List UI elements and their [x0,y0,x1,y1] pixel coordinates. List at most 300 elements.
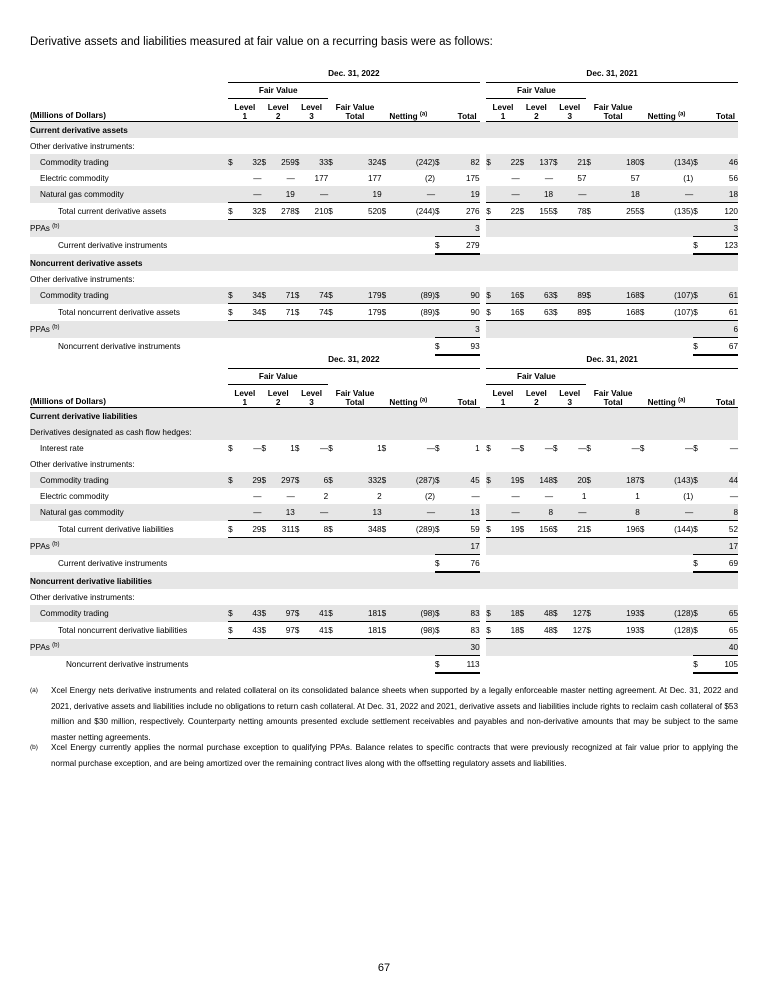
cash-flow-hedges [30,424,738,440]
level-number: 3 [567,112,573,121]
cell-value: — [320,443,329,453]
dollar-sign: $ [435,203,446,220]
dollar-sign: $ [435,237,446,255]
dollar-sign: $ [261,443,267,453]
cell-value: (1) [683,491,694,501]
dollar-sign: $ [295,622,306,639]
cell-value: 193 [598,605,640,622]
cell-value: 41 [306,605,328,622]
dollar-sign: $ [261,203,272,220]
dollar-sign: $ [486,443,491,453]
ppas-total-2021: 17 [704,538,738,555]
dollar-sign: $ [328,605,339,622]
row-label: Natural gas commodity [30,186,228,203]
fv-total-line2: Total [345,112,365,121]
netting-label: Netting [389,112,418,121]
ppas-text: PPAs [30,324,50,334]
cell-value: 16 [497,287,519,304]
cell-value: 175 [465,173,480,183]
dollar-sign: $ [553,203,564,220]
dollar-sign [261,504,272,521]
dollar-sign [382,170,393,186]
dollar-sign: $ [520,622,531,639]
row-label: Total noncurrent derivative liabilities [58,625,188,635]
cell-value: 181 [339,605,381,622]
dollar-sign: $ [382,287,393,304]
dollar-sign: $ [435,154,446,170]
dollar-sign: $ [228,521,239,538]
level-3-header [553,99,586,122]
dollar-sign: $ [693,622,704,639]
dollar-sign: $ [693,287,704,304]
other-instruments [30,456,738,472]
netting-note: (a) [678,111,686,118]
cell-value: — [286,491,295,501]
dollar-sign: $ [382,304,393,321]
cell-value: 1 [475,443,480,453]
netting-header [382,99,435,122]
cell-value: 179 [339,287,381,304]
dollar-sign: $ [640,154,651,170]
ppas-note: (b) [52,641,60,648]
cell-value: 19 [273,186,295,203]
date-2022-header: Dec. 31, 2022 [228,66,480,82]
dollar-sign [295,170,306,186]
cell-value: 210 [306,203,328,220]
cell-value: 29 [239,521,261,538]
instruments-total-row [30,555,738,573]
level-number: 2 [534,398,539,407]
dollar-sign: $ [640,472,651,488]
cell-value: 180 [598,154,640,170]
instruments-label: Noncurrent derivative instruments [58,341,181,351]
level-number: 1 [242,112,248,121]
dollar-sign: $ [693,237,704,255]
dollar-sign: $ [261,622,272,639]
current-liabilities-title [30,408,738,425]
dollar-sign: $ [486,605,497,622]
dollar-sign [295,186,306,203]
netting-note: (a) [419,111,428,118]
level-1-header [486,385,519,408]
row-label: Total noncurrent derivative assets [58,307,180,317]
units-label: (Millions of Dollars) [30,385,228,408]
total-header: Total [693,99,738,122]
cell-value: 137 [531,154,553,170]
other-instruments [30,271,738,287]
level-number: 1 [500,112,506,121]
cell-value: 168 [598,304,640,321]
fv-total-line1: Fair Value [335,103,375,112]
dollar-sign: $ [382,622,393,639]
level-number: 3 [567,398,573,407]
cell-value: 332 [339,472,381,488]
dollar-sign: $ [435,472,446,488]
cell-value: — [544,491,554,501]
dollar-sign: $ [328,154,339,170]
cell-value: 83 [446,622,479,639]
instruments-total-row [30,237,738,255]
dollar-sign: $ [228,605,239,622]
ppas-note: (b) [52,323,60,330]
dollar-sign [486,186,497,203]
netting-label: Netting [389,398,418,407]
level-word: Level [301,103,322,112]
dollar-sign [486,170,497,186]
cell-value: (89) [393,287,435,304]
fair-value-header: Fair Value [486,368,586,385]
ppas-total-2022: 3 [446,321,479,338]
units-label: (Millions of Dollars) [30,99,228,122]
cell-value: (289) [393,521,435,538]
dollar-sign [328,504,339,521]
cell-value: — [426,443,436,453]
cell-value: — [729,443,738,453]
dollar-sign: $ [328,622,339,639]
instruments-total-2021: 123 [704,237,738,255]
header-date-row [30,66,738,82]
cell-value: 21 [564,154,586,170]
cell-value: 97 [273,622,295,639]
dollar-sign: $ [553,304,564,321]
ppas-label [30,220,228,237]
instruments-label: Noncurrent derivative instruments [66,659,189,669]
cell-value: (107) [651,287,693,304]
dollar-sign: $ [328,472,339,488]
cell-value: — [306,186,328,203]
cell-value: 65 [704,622,738,639]
cell-value: (2) [425,173,436,183]
ppas-total-2021: 6 [704,321,738,338]
cell-value: 278 [273,203,295,220]
dollar-sign: $ [553,605,564,622]
dollar-sign: $ [435,521,446,538]
cell-value: 127 [564,605,586,622]
ppas-total-2022: 3 [446,220,479,237]
dollar-sign: $ [520,472,531,488]
cell-value: 21 [564,521,586,538]
cell-value: (128) [651,622,693,639]
cell-value: 8 [531,504,553,521]
ppas-note: (b) [52,222,60,229]
total-header: Total [435,385,480,408]
cell-value: — [729,491,738,501]
cell-value: 148 [531,472,553,488]
dollar-sign [640,488,651,504]
row-label: Total current derivative liabilities [58,524,174,534]
dollar-sign [586,488,597,504]
dollar-sign: $ [328,521,339,538]
cell-value: 43 [239,622,261,639]
dollar-sign [640,504,651,521]
level-number: 1 [242,398,248,407]
ppas-note: (b) [52,540,60,547]
cell-value: (135) [651,203,693,220]
fair-value-header: Fair Value [228,82,328,99]
dollar-sign: $ [261,472,272,488]
table-row [30,186,738,203]
dollar-sign: $ [586,443,591,453]
dollar-sign: $ [295,203,306,220]
cell-value: (143) [651,472,693,488]
dollar-sign: $ [295,154,306,170]
cell-value: 32 [239,154,261,170]
cell-value: 57 [630,173,640,183]
cell-value: 61 [704,304,738,321]
dollar-sign [295,504,306,521]
cell-value: 177 [314,173,329,183]
dollar-sign: $ [693,203,704,220]
ppas-total-2021: 3 [704,220,738,237]
level-number: 3 [309,112,314,121]
ppas-label [30,321,228,338]
dollar-sign: $ [328,203,339,220]
dollar-sign [261,488,272,504]
dollar-sign [586,186,597,203]
level-1-header [228,385,261,408]
table-row [30,203,738,220]
row-label: Electric commodity [40,173,109,183]
cell-value: — [511,443,520,453]
cell-value: 8 [598,504,640,521]
row-label: Commodity trading [30,154,228,170]
ppas-text: PPAs [30,642,50,652]
dollar-sign: $ [261,605,272,622]
cell-value: 46 [704,154,738,170]
cell-value: 22 [497,154,519,170]
cell-value: (134) [651,154,693,170]
cell-value: 34 [239,287,261,304]
dollar-sign [693,186,704,203]
dollar-sign: $ [328,304,339,321]
cell-value: — [253,173,262,183]
dollar-sign [382,488,393,504]
cell-value: — [286,173,295,183]
cell-value: — [631,443,640,453]
cell-value: 61 [704,287,738,304]
fv-total-line2: Total [603,398,623,407]
dollar-sign: $ [261,521,272,538]
fair-value-total-header [586,99,639,122]
dollar-sign: $ [640,521,651,538]
dollar-sign: $ [553,287,564,304]
footnote-a [30,683,738,745]
cell-value: 33 [306,154,328,170]
cell-value: 6 [306,472,328,488]
cell-value: 19 [497,521,519,538]
netting-header [382,385,435,408]
dollar-sign: $ [435,656,446,674]
cell-value: (244) [393,203,435,220]
cell-value: 32 [239,203,261,220]
cell-value: 168 [598,287,640,304]
level-word: Level [559,389,581,398]
current-assets-title-label: Current derivative assets [30,122,738,139]
cell-value: 74 [306,287,328,304]
other-instruments [30,138,738,154]
dollar-sign [486,488,497,504]
level-word: Level [525,389,547,398]
dollar-sign: $ [693,338,704,356]
level-3-header [295,99,328,122]
cell-value: 65 [704,605,738,622]
other-instruments-label: Other derivative instruments: [30,592,135,602]
header-date-row [30,352,738,368]
dollar-sign: $ [693,443,698,453]
table-row [30,504,738,521]
cell-value: 181 [339,622,381,639]
dollar-sign: $ [435,443,440,453]
dollar-sign: $ [693,472,704,488]
cell-value: — [564,504,586,521]
level-number: 3 [309,398,314,407]
cell-value: 74 [306,304,328,321]
dollar-sign [435,170,446,186]
footnote-b-mark: (b) [30,744,38,751]
cell-value: 41 [306,622,328,639]
dollar-sign: $ [553,472,564,488]
instruments-label: Current derivative instruments [58,240,168,250]
level-word: Level [525,103,547,112]
dollar-sign [553,488,564,504]
cell-value: 29 [239,472,261,488]
dollar-sign: $ [486,304,497,321]
dollar-sign [693,488,704,504]
footnote-b-text: Xcel Energy currently applies the normal purchase exception to qualifying PPAs. Balance relates to specific contracts that were previously recognized at fair value prior to applying the normal purchase exception, and are being amortized over the remaining contract lives along with the offsetting regulatory assets and liabilities. [51,743,738,768]
dollar-sign [382,186,393,203]
cell-value: 83 [446,605,479,622]
cell-value: 57 [577,173,587,183]
ppas-total-2022: 17 [446,538,479,555]
level-1-header [228,99,261,122]
cell-value: 89 [564,304,586,321]
dollar-sign: $ [382,521,393,538]
fv-total-line2: Total [603,112,623,121]
current-assets-title [30,122,738,139]
dollar-sign: $ [228,472,239,488]
dollar-sign: $ [435,304,446,321]
dollar-sign [228,504,239,521]
instruments-total-2022: 76 [446,555,479,573]
cell-value: — [511,173,520,183]
dollar-sign [435,504,446,521]
footnote-a-mark: (a) [30,687,38,694]
dollar-sign: $ [486,521,497,538]
footnote-b [30,740,738,771]
cell-value: 82 [446,154,479,170]
instruments-label: Current derivative instruments [58,558,168,568]
dollar-sign: $ [693,154,704,170]
header-fair-value-row [30,82,738,99]
dollar-sign [295,488,306,504]
cell-value: 18 [497,622,519,639]
cell-value: 45 [446,472,479,488]
dollar-sign: $ [261,304,272,321]
cell-value: 2 [323,491,329,501]
fair-value-header: Fair Value [228,368,328,385]
level-word: Level [559,103,581,112]
dollar-sign: $ [639,443,645,453]
dollar-sign: $ [520,203,531,220]
cell-value: 71 [273,304,295,321]
cell-value: 19 [339,186,381,203]
dollar-sign [586,170,597,186]
footnote-a-text: Xcel Energy nets derivative instruments and related collateral on its consolidated balance sheets when supported by a legally enforceable master netting agreement. At Dec. 31, 2022 and 2021, derivative assets and liabilities include no obligations to return cash collateral. At Dec. 31, 2022 and 2021, derivative assets and liabilities include rights to reclaim cash collateral of $53 million and $30 million, respectively. Counterparty netting amounts presented exclude settlement receivables and payables and non-derivative amounts that may be subject to the same master netting agreements. [51,686,738,742]
total-header: Total [435,99,480,122]
table-row [30,488,738,504]
dollar-sign: $ [553,443,558,453]
row-label: Electric commodity [40,491,109,501]
dollar-sign: $ [382,605,393,622]
cell-value: (144) [651,521,693,538]
level-word: Level [234,103,256,112]
other-instruments-label: Other derivative instruments: [30,459,135,469]
dollar-sign [553,170,564,186]
level-2-header [261,99,294,122]
cell-value: 20 [564,472,586,488]
cell-value: 19 [446,186,479,203]
intro-text: Derivative assets and liabilities measured at fair value on a recurring basis were as follows: [30,36,493,48]
cell-value: — [239,504,261,521]
level-3-header [553,385,586,408]
fair-value-header: Fair Value [486,82,586,99]
row-label: Commodity trading [30,605,228,622]
cell-value: 48 [531,605,553,622]
dollar-sign [520,488,531,504]
fair-value-total-header [328,99,381,122]
ppas-total-2021: 40 [704,639,738,656]
dollar-sign: $ [586,304,597,321]
dollar-sign: $ [486,154,497,170]
netting-header [640,99,693,122]
dollar-sign: $ [382,203,393,220]
instruments-total-2022: 113 [446,656,479,674]
dollar-sign: $ [295,287,306,304]
dollar-sign [520,504,531,521]
page-number: 67 [377,962,391,974]
dollar-sign: $ [486,203,497,220]
table-row [30,605,738,622]
cell-value: 43 [239,605,261,622]
cell-value: — [253,491,262,501]
cell-value: — [578,443,587,453]
instruments-total-2021: 67 [704,338,738,356]
cell-value: 1 [581,491,587,501]
cell-value: 78 [564,203,586,220]
ppas-row [30,538,738,555]
cash-flow-hedges-label: Derivatives designated as cash flow hedges: [30,424,738,440]
level-number: 2 [275,112,281,121]
netting-header [640,385,693,408]
table-row [30,472,738,488]
cell-value: 18 [598,186,640,203]
fv-total-line1: Fair Value [335,389,375,398]
dollar-sign [486,504,497,521]
table-row [30,154,738,170]
cell-value: 89 [564,287,586,304]
cell-value: 187 [598,472,640,488]
dollar-sign: $ [553,154,564,170]
dollar-sign: $ [693,605,704,622]
level-word: Level [267,389,289,398]
dollar-sign: $ [586,154,597,170]
dollar-sign: $ [520,154,531,170]
dollar-sign: $ [586,521,597,538]
netting-note: (a) [419,397,428,404]
dollar-sign [693,170,704,186]
dollar-sign: $ [228,154,239,170]
dollar-sign: $ [381,443,387,453]
